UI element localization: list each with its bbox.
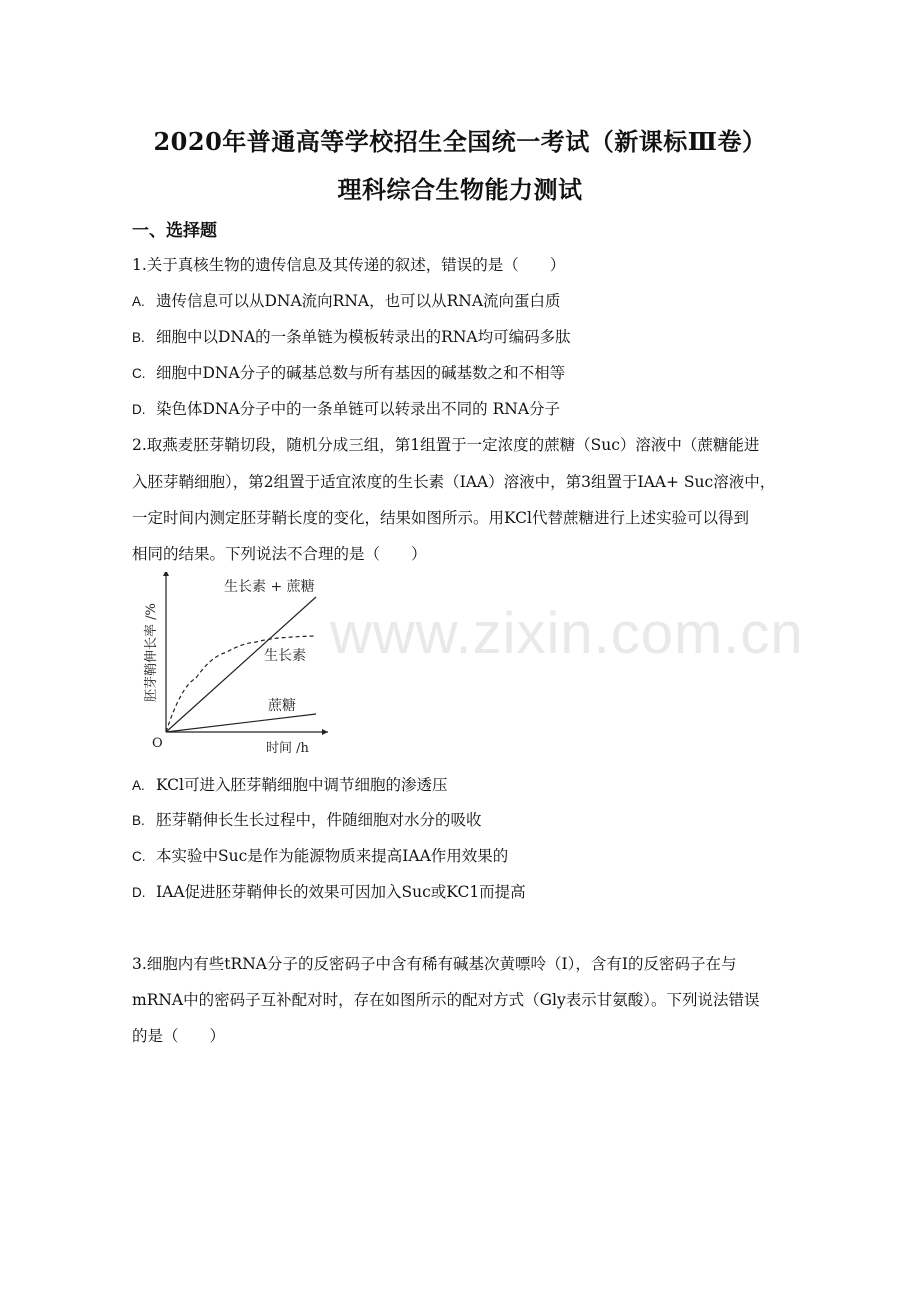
q1-stem: 1.关于真核生物的遗传信息及其传递的叙述，错误的是（ ） [132, 256, 566, 274]
option-label: B. [132, 330, 145, 345]
series-label-1: 生长素 [264, 648, 306, 664]
option-label: B. [132, 813, 145, 828]
x-axis-arrow [322, 729, 328, 735]
option-label: C. [132, 849, 146, 864]
q2-stem-line-2: 入胚芽鞘细胞），第2组置于适宜浓度的生长素（IAA）溶液中，第3组置于IAA+ Suc溶液中， [132, 473, 776, 491]
q1-option-b [132, 325, 571, 347]
option-text: 胚芽鞘伸长生长过程中，件随细胞对水分的吸收 [156, 811, 482, 829]
exam-subtitle: 理科综合生物能力测试 [337, 175, 583, 204]
option-text: 染色体DNA分子中的一条单链可以转录出不同的 RNA分子 [156, 400, 561, 418]
x-axis-label: 时间 /h [266, 741, 309, 756]
q3-stem-line-2: mRNA中的密码子互补配对时，存在如图所示的配对方式（Gly表示甘氨酸）。下列说法错误 [132, 991, 760, 1009]
option-text: 本实验中Suc是作为能源物质来提高IAA作用效果的 [156, 847, 509, 865]
q2-option-c [132, 844, 508, 866]
option-text: 遗传信息可以从DNA流向RNA，也可以从RNA流向蛋白质 [156, 292, 561, 310]
q3-stem-line-1: 3.细胞内有些tRNA分子的反密码子中含有稀有碱基次黄嘌呤（I），含有I的反密码子在与 [132, 955, 737, 973]
q1-option-a [132, 289, 561, 311]
q2-option-d [132, 880, 526, 902]
q2-stem-line-1: 2.取燕麦胚芽鞘切段，随机分成三组，第1组置于一定浓度的蔗糖（Suc）溶液中（蔗糖能进 [132, 436, 760, 454]
option-text: 细胞中DNA分子的碱基总数与所有基因的碱基数之和不相等 [156, 364, 566, 382]
q2-stem-line-4: 相同的结果。下列说法不合理的是（ ） [132, 545, 427, 563]
series-label-2: 蔗糖 [268, 698, 296, 714]
q2-option-b [132, 808, 482, 830]
exam-title: 2020年普通高等学校招生全国统一考试（新课标Ⅲ卷） [153, 127, 767, 156]
q3-stem-line-3: 的是（ ） [132, 1027, 226, 1045]
series-line-2 [166, 714, 316, 732]
option-text: KCl可进入胚芽鞘细胞中调节细胞的渗透压 [156, 776, 448, 794]
option-label: C. [132, 366, 146, 381]
option-label: D. [132, 402, 146, 417]
option-text: 细胞中以DNA的一条单链为模板转录出的RNA均可编码多肽 [156, 328, 571, 346]
q1-option-d [132, 397, 560, 419]
option-label: D. [132, 885, 146, 900]
q2-option-a [132, 773, 447, 795]
origin-label: O [152, 736, 163, 751]
q2-stem-line-3: 一定时间内测定胚芽鞘长度的变化，结果如图所示。用KCl代替蔗糖进行上述实验可以得到 [132, 509, 749, 527]
q1-option-c [132, 361, 565, 383]
option-label: A. [132, 778, 145, 793]
watermark: www.zixin.com.cn [330, 601, 804, 666]
growth-chart [136, 572, 336, 764]
section-title: 一、选择题 [132, 221, 217, 241]
y-axis-arrow [163, 572, 169, 576]
series-label-0: 生长素 + 蔗糖 [224, 579, 315, 595]
option-label: A. [132, 294, 145, 309]
y-axis-label: 胚芽鞘伸长率 /% [144, 603, 159, 702]
option-text: IAA促进胚芽鞘伸长的效果可因加入Suc或KC1而提高 [156, 883, 526, 901]
